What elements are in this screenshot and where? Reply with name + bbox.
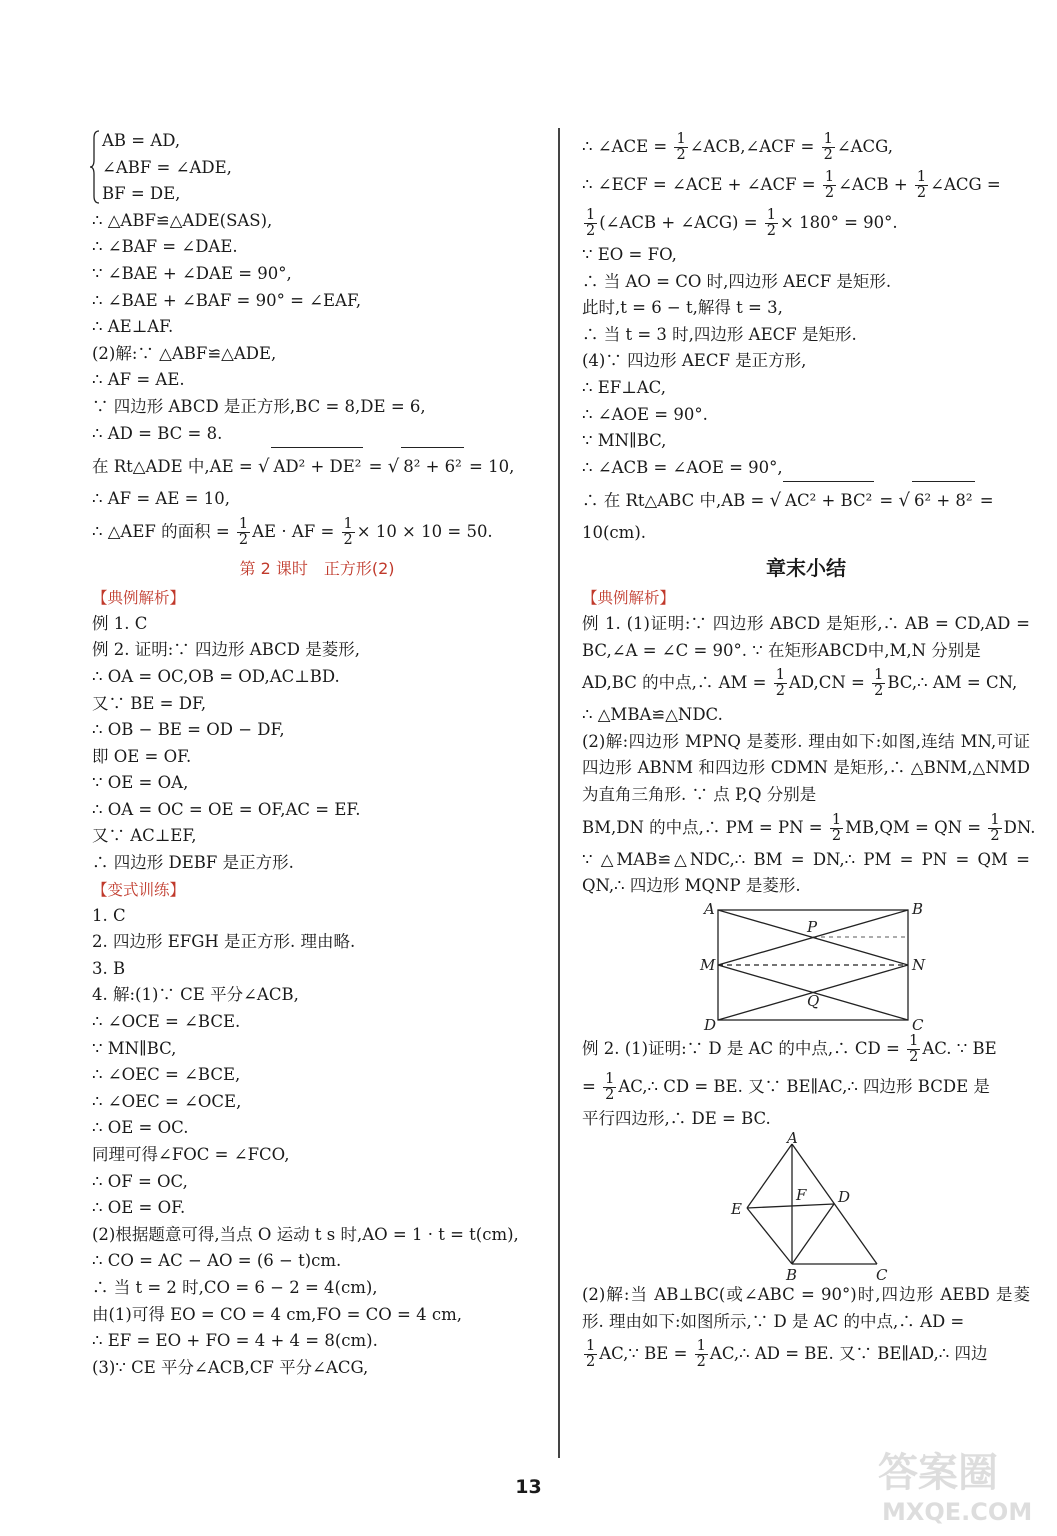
text-span: AC. ∵ BE: [922, 1038, 997, 1058]
text-line: ∴ △ABF≌△ADE(SAS),: [92, 210, 273, 230]
text-span: ∴ △AEF 的面积 =: [92, 521, 235, 541]
brace-line-1: AB = AD,: [102, 131, 181, 150]
text-span: × 180° = 90°.: [780, 213, 898, 232]
radicand: 8² + 6²: [401, 447, 464, 486]
text-line: ∴ AE⊥AF.: [92, 317, 174, 337]
text-line: ∵ MN∥BC,: [582, 431, 667, 451]
denominator: 2: [874, 683, 884, 700]
section-tag: 【典例解析】: [582, 588, 676, 607]
fraction: [584, 208, 597, 239]
text-span: AD,BC 的中点,∴ AM =: [582, 673, 772, 693]
rectangle-rhombus-figure: [582, 900, 1030, 1030]
text-line: ∴ ∠OEC = ∠BCE,: [92, 1065, 241, 1085]
denominator: 2: [676, 147, 686, 163]
text-line: ∵ ∠BAE + ∠DAE = 90°,: [92, 263, 292, 283]
fig1-label-b: B: [912, 899, 924, 918]
brace-line-2: ∠ABF = ∠ADE,: [102, 157, 232, 177]
sqrt-icon: √: [898, 490, 910, 512]
text-paragraph: (2)解:四边形 MPNQ 是菱形. 理由如下:如图,连结 MN,可证四边形 ABNM 和四边形 CDMN 是矩形,∴ △BNM,△NMD 为直角三角形. ∵ 点 P,Q 分别是: [582, 731, 1030, 804]
fig1-label-c: C: [912, 1015, 924, 1030]
denominator: 2: [823, 147, 833, 163]
watermark-text: 答案圈: [878, 1450, 998, 1496]
text-span: = 10,: [463, 457, 515, 477]
sqrt-icon: √: [769, 490, 782, 512]
denominator: 2: [916, 185, 927, 201]
text-span: DN.: [1003, 817, 1036, 837]
text-line: ∴ 当 t = 3 时,四边形 AECF 是矩形.: [582, 324, 857, 344]
fraction: [823, 170, 836, 201]
text-span: ∠ACG =: [930, 175, 1001, 194]
denominator: 2: [824, 185, 835, 201]
fig1-label-q: Q: [807, 991, 820, 1010]
text-line: ∴ ∠BAE + ∠BAF = 90° = ∠EAF,: [92, 290, 362, 310]
text-line: 10(cm).: [582, 523, 647, 543]
fig2-label-b: B: [786, 1266, 798, 1283]
fraction: [603, 1072, 616, 1103]
text-line-fraction: [582, 166, 1030, 204]
right-column: [582, 128, 1036, 1373]
text-span: ∠ACG,: [836, 137, 894, 156]
text-line-fraction: [582, 128, 1030, 166]
fig2-label-a: A: [787, 1132, 798, 1148]
text-line-fraction: [582, 1068, 1030, 1106]
text-span: =: [582, 1076, 602, 1096]
numerator: 1: [676, 131, 686, 147]
denominator: 2: [605, 1086, 615, 1103]
radicand: AD² + DE²: [271, 447, 363, 486]
text-line-sqrt: [582, 481, 1030, 520]
text-line: ∴ △MBA≌△NDC.: [582, 705, 723, 725]
text-line: (2)解:∵ △ABF≌△ADE,: [92, 343, 277, 363]
watermark-url: MXQE.COM: [882, 1498, 1033, 1526]
numerator: 1: [586, 207, 596, 223]
text-line-fraction: [92, 513, 542, 551]
text-span: ∴ ∠ECF = ∠ACE + ∠ACF =: [582, 175, 821, 194]
text-span: AE · AF =: [252, 521, 340, 541]
text-line: ∵ MN∥BC,: [92, 1038, 177, 1058]
fig2-label-c: C: [876, 1266, 888, 1283]
numerator: 1: [586, 1338, 596, 1355]
text-span: AC,∴ AD = BE. 又∵ BE∥AD,∴ 四边: [709, 1344, 988, 1364]
denominator: 2: [909, 1048, 919, 1065]
lesson-title: [92, 555, 542, 583]
text-span: ∠ACB +: [838, 175, 913, 194]
text-line: 平行四边形,∴ DE = BC.: [582, 1108, 771, 1128]
text-line: ∴ ∠ACB = ∠AOE = 90°,: [582, 457, 783, 477]
text-line: 1. C: [92, 905, 126, 925]
text-line: ∴ OE = OC.: [92, 1118, 189, 1138]
fraction: [907, 1034, 920, 1065]
parallelogram-figure: [582, 1132, 1030, 1282]
text-span: AC,∵ BE =: [599, 1344, 693, 1364]
curly-brace-icon: [90, 130, 100, 204]
text-line-fraction: [582, 809, 1036, 847]
text-line: ∴ AD = BC = 8.: [92, 423, 223, 443]
section-tag: 【典例解析】: [92, 588, 186, 607]
text-line: 又∵ AC⊥EF,: [92, 826, 197, 846]
fraction: [765, 208, 778, 239]
fraction: [830, 813, 843, 844]
fig1-label-a: A: [704, 899, 715, 918]
denominator: 2: [775, 683, 785, 700]
fig1-label-d: D: [704, 1015, 717, 1030]
numerator: 1: [916, 169, 927, 185]
text-span: =: [874, 491, 899, 511]
text-line: ∵ 四边形 ABCD 是正方形,BC = 8,DE = 6,: [92, 396, 426, 416]
denominator: 2: [696, 1354, 706, 1371]
numerator: 1: [775, 667, 785, 684]
text-span: AD,CN =: [788, 673, 871, 693]
text-line: 2. 四边形 EFGH 是正方形. 理由略.: [92, 932, 356, 952]
equation-system: [92, 128, 542, 208]
text-line-sqrt: [92, 447, 542, 486]
fig1-label-n: N: [912, 955, 926, 974]
text-line-fraction: [582, 204, 1030, 242]
fraction: [342, 517, 355, 548]
text-line: ∵ OE = OA,: [92, 773, 189, 793]
text-span: BC,∴ AM = CN,: [887, 673, 1018, 693]
fraction: [872, 668, 885, 699]
fig1-label-m: M: [700, 955, 716, 974]
sqrt-icon: √: [387, 456, 400, 478]
radicand: 6² + 8²: [912, 481, 975, 520]
text-span: × 10 × 10 = 50.: [356, 521, 493, 541]
numerator: 1: [831, 811, 842, 828]
denominator: 2: [343, 531, 353, 548]
fraction: [915, 170, 928, 201]
text-line: 3. B: [92, 958, 126, 978]
text-span: =: [363, 457, 388, 477]
denominator: 2: [831, 827, 842, 844]
left-column: [92, 128, 542, 1381]
sqrt-icon: √: [257, 456, 270, 478]
denominator: 2: [238, 531, 249, 548]
text-paragraph: (2)根据题意可得,当点 O 运动 t s 时,AO = 1 · t = t(cm),: [92, 1224, 519, 1244]
page-number: 13: [515, 1476, 542, 1498]
text-line: 例 1. C: [92, 613, 148, 633]
fig2-label-d: D: [838, 1188, 851, 1207]
numerator: 1: [824, 169, 835, 185]
denominator: 2: [586, 223, 596, 239]
text-line-fraction: [582, 1030, 1030, 1068]
text-span: BM,DN 的中点,∴ PM = PN =: [582, 817, 828, 837]
fraction: [695, 1339, 708, 1370]
text-span: =: [974, 491, 994, 511]
text-line: (4)∵ 四边形 AECF 是正方形,: [582, 351, 807, 371]
text-line: ∴ OA = OC,OB = OD,AC⊥BD.: [92, 666, 340, 686]
text-line: ∴ ∠OCE = ∠BCE.: [92, 1012, 241, 1032]
numerator: 1: [990, 811, 1000, 828]
text-line: ∴ EF⊥AC,: [582, 377, 666, 397]
denominator: 2: [766, 223, 777, 239]
text-span: MB,QM = QN =: [845, 817, 987, 837]
text-span: 在 Rt△ADE 中,AE =: [92, 457, 258, 477]
text-line: ∴ EF = EO + FO = 4 + 4 = 8(cm).: [92, 1331, 378, 1351]
numerator: 1: [605, 1070, 615, 1087]
text-line: ∴ ∠BAF = ∠DAE.: [92, 237, 238, 257]
chapter-summary-title: 章末小结: [766, 555, 846, 580]
section-tag: 【变式训练】: [92, 880, 186, 899]
brace-line-3: BF = DE,: [102, 184, 181, 204]
text-span: AC,∴ CD = BE. 又∵ BE∥AC,∴ 四边形 BCDE 是: [618, 1076, 990, 1096]
text-line: ∴ OA = OC = OE = OF,AC = EF.: [92, 799, 361, 819]
numerator: 1: [909, 1032, 919, 1049]
text-span: ∴ 在 Rt△ABC 中,AB =: [582, 491, 770, 511]
numerator: 1: [766, 207, 777, 223]
text-line: 此时,t = 6 − t,解得 t = 3,: [582, 298, 783, 318]
text-line: ∴ ∠AOE = 90°.: [582, 404, 708, 424]
text-span: ∴ ∠ACE =: [582, 137, 673, 156]
text-line: ∴ AF = AE.: [92, 370, 185, 390]
fig1-label-p: P: [807, 917, 818, 936]
text-line: 又∵ BE = DF,: [92, 693, 207, 713]
text-line-fraction: [582, 664, 1030, 702]
text-line: ∴ 当 t = 2 时,CO = 6 − 2 = 4(cm),: [92, 1277, 378, 1297]
text-span: (∠ACB + ∠ACG) =: [599, 213, 763, 232]
text-line: ∴ CO = AC − AO = (6 − t)cm.: [92, 1251, 342, 1271]
text-line-fraction: [582, 1335, 1030, 1373]
lesson-topic: 正方形(2): [323, 558, 395, 578]
denominator: 2: [586, 1354, 596, 1371]
fig2-label-f: F: [796, 1186, 807, 1205]
fraction: [988, 813, 1001, 844]
numerator: 1: [238, 515, 249, 532]
text-line: ∴ OF = OC,: [92, 1171, 188, 1191]
numerator: 1: [696, 1338, 706, 1355]
radicand: AC² + BC²: [783, 481, 874, 520]
numerator: 1: [343, 515, 353, 532]
text-paragraph: (2)解:当 AB⊥BC(或∠ABC = 90°)时,四边形 AEBD 是菱形. 理由如下:如图所示,∵ D 是 AC 的中点,∴ AD =: [582, 1285, 1030, 1331]
text-line: 例 2. 证明:∵ 四边形 ABCD 是菱形,: [92, 640, 360, 660]
lesson-number: 第 2 课时: [239, 558, 308, 578]
fraction: [237, 517, 250, 548]
column-divider: [558, 128, 560, 1458]
text-line: 即 OE = OF.: [92, 746, 192, 766]
text-line: ∴ 当 AO = CO 时,四边形 AECF 是矩形.: [582, 271, 892, 291]
fraction: [674, 132, 687, 163]
watermark-logo: [872, 1440, 1042, 1528]
numerator: 1: [874, 667, 884, 684]
text-paragraph: 例 1. (1)证明:∵ 四边形 ABCD 是矩形,∴ AB = CD,AD = BC,∠A = ∠C = 90°. ∵ 在矩形ABCD中,M,N 分别是: [582, 613, 1030, 660]
text-line: ∴ AF = AE = 10,: [92, 489, 230, 509]
text-span: 例 2. (1)证明:∵ D 是 AC 的中点,∴ CD =: [582, 1038, 906, 1058]
fraction: [822, 132, 835, 163]
text-line: ∴ 四边形 DEBF 是正方形.: [92, 853, 294, 873]
fig2-label-e: E: [731, 1200, 742, 1219]
text-line: 同理可得∠FOC = ∠FCO,: [92, 1145, 290, 1164]
text-line: ∴ ∠OEC = ∠OCE,: [92, 1091, 242, 1111]
text-span: ∠ACB,∠ACF =: [689, 137, 820, 156]
denominator: 2: [990, 827, 1000, 844]
text-line: 由(1)可得 EO = CO = 4 cm,FO = CO = 4 cm,: [92, 1304, 462, 1324]
fraction: [584, 1339, 597, 1370]
text-line: ∴ OE = OF.: [92, 1198, 186, 1218]
text-line: (3)∵ CE 平分∠ACB,CF 平分∠ACG,: [92, 1357, 369, 1377]
text-paragraph: ∵ △MAB≌△NDC,∴ BM = DN,∴ PM = PN = QM = QN,∴ 四边形 MQNP 是菱形.: [582, 849, 1030, 896]
numerator: 1: [823, 131, 833, 147]
text-line: 4. 解:(1)∵ CE 平分∠ACB,: [92, 985, 299, 1005]
fraction: [774, 668, 787, 699]
text-line: ∴ OB − BE = OD − DF,: [92, 720, 285, 740]
text-line: ∵ EO = FO,: [582, 245, 677, 264]
